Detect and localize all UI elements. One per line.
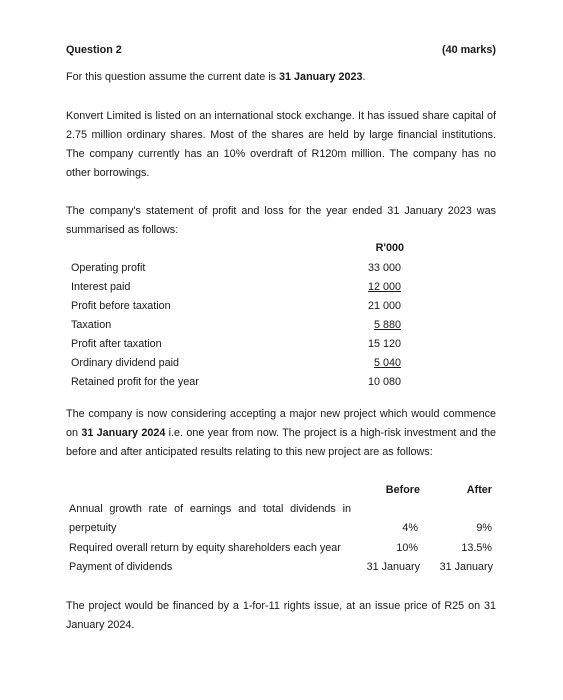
- pl-row-label: Interest paid: [71, 281, 131, 293]
- col-header-after: After: [466, 484, 492, 496]
- compare-before-value: 10%: [396, 542, 418, 554]
- pl-row-label: Profit before taxation: [71, 300, 171, 312]
- pl-row-value: 10 080: [367, 376, 401, 388]
- pl-row-value: 5 880: [373, 319, 401, 331]
- compare-row-label: Payment of dividends: [69, 561, 173, 573]
- pl-row-label: Profit after taxation: [71, 338, 162, 350]
- intro-end: .: [362, 71, 366, 83]
- pl-row-value: 33 000: [367, 262, 401, 274]
- company-description: Konvert Limited is listed on an international stock exchange. It has issued share capital of 2.75 million ordinary shares. Most of the shares are held by large financial institutions. The company currently has an 10% overdraft of R120m million. The company has no other borrowings.: [66, 110, 496, 179]
- statement-intro: The company's statement of profit and loss for the year ended 31 January 2023 was summarised as follows:: [66, 205, 496, 236]
- col-header-before: Before: [385, 484, 420, 496]
- project-text-start: The company is now considering accepting a major new project which would commence on: [66, 408, 496, 439]
- pl-row-value: 15 120: [367, 338, 401, 350]
- compare-after-value: 13.5%: [461, 542, 492, 554]
- intro-sentence: [66, 71, 366, 83]
- pl-row-value: 21 000: [367, 300, 401, 312]
- compare-before-value: 4%: [402, 522, 418, 534]
- pl-row-label: Ordinary dividend paid: [71, 357, 180, 369]
- financing-note: The project would be financed by a 1-for-11 rights issue, at an issue price of R25 on 31 January 2024.: [66, 600, 496, 631]
- project-text-end: i.e. one year from now. The project is a high-risk investment and the before and after anticipated results relating to this new project are as follows:: [66, 427, 496, 458]
- pl-row-label: Taxation: [71, 319, 112, 331]
- intro-text: For this question assume the current date is: [66, 71, 280, 83]
- pl-row-value: 5 040: [373, 357, 401, 369]
- intro-date: 31 January 2023: [279, 71, 363, 83]
- question-title: Question 2: [66, 44, 122, 56]
- compare-after-value: 31 January: [439, 561, 493, 573]
- compare-row-label: Annual growth rate of earnings and total dividends in: [69, 503, 351, 515]
- compare-row-label-cont: perpetuity: [69, 522, 117, 534]
- pl-unit-header: R'000: [375, 242, 404, 254]
- marks-label: (40 marks): [441, 44, 496, 56]
- compare-after-value: 9%: [476, 522, 492, 534]
- compare-before-value: 31 January: [366, 561, 420, 573]
- compare-row-label: Required overall return by equity shareholders each year: [69, 542, 341, 554]
- pl-row-label: Operating profit: [71, 262, 146, 274]
- project-date: 31 January 2024: [81, 427, 166, 439]
- pl-row-value: 12 000: [367, 281, 401, 293]
- project-description: [66, 405, 496, 462]
- pl-row-label: Retained profit for the year: [71, 376, 199, 388]
